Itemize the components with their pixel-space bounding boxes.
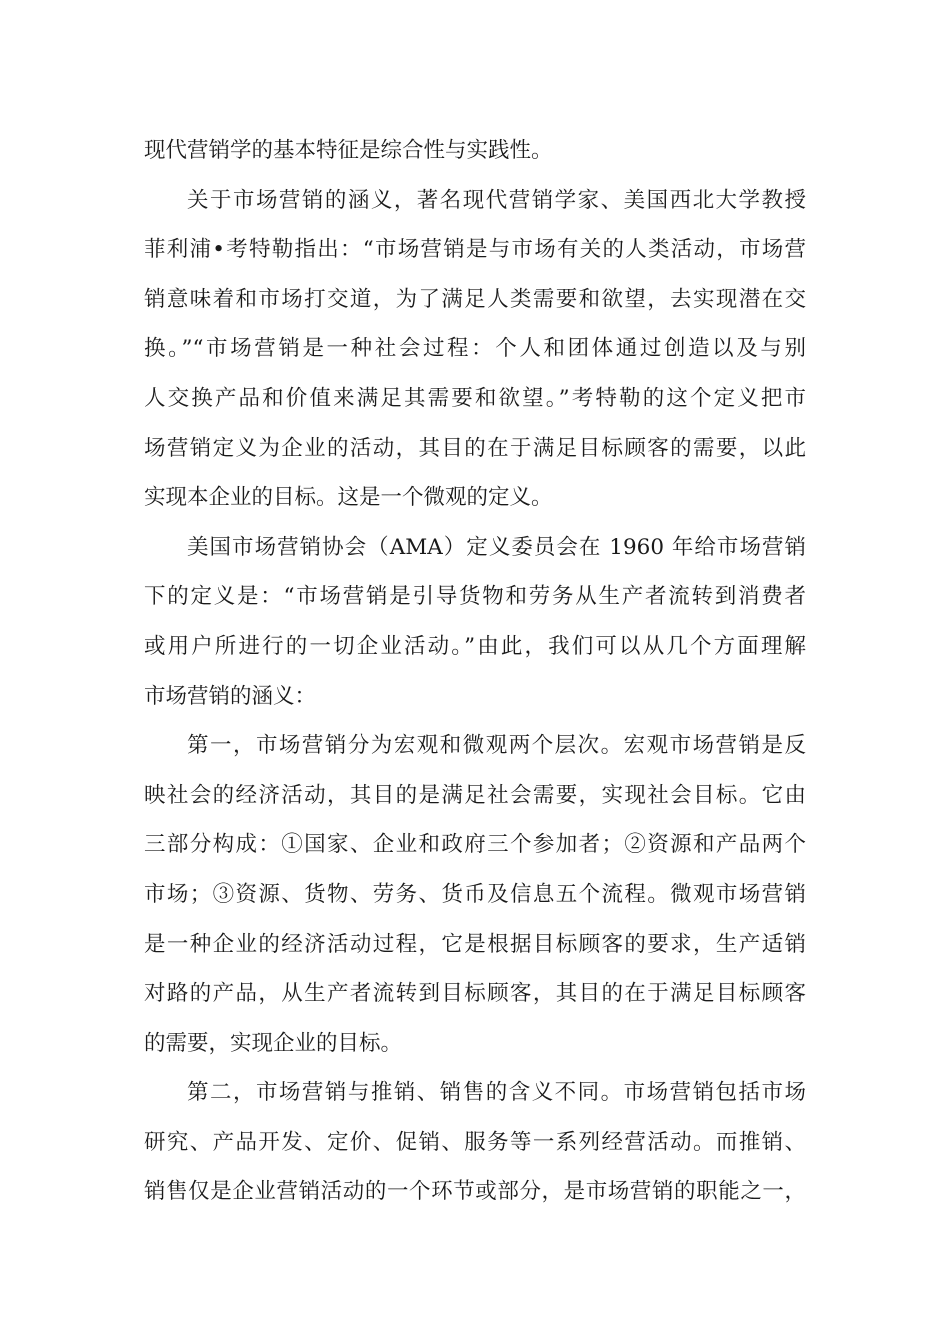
text-line: 是一种企业的经济活动过程，它是根据目标顾客的要求，生产适销	[144, 931, 806, 957]
text-line: 实现本企业的目标。这是一个微观的定义。	[144, 485, 553, 511]
text-line: 下的定义是：“市场营销是引导货物和劳务从生产者流转到消费者	[144, 584, 806, 610]
text-line: 第一，市场营销分为宏观和微观两个层次。宏观市场营销是反	[187, 733, 806, 759]
text-line: 或用户所进行的一切企业活动。”由此，我们可以从几个方面理解	[144, 633, 806, 659]
body-text	[144, 126, 806, 1217]
text-line: 市场营销的涵义：	[144, 683, 317, 709]
text-line: 第二，市场营销与推销、销售的含义不同。市场营销包括市场	[187, 1080, 806, 1106]
text-line: 人交换产品和价值来满足其需要和欲望。”考特勒的这个定义把市	[144, 385, 806, 411]
text-line: 换。”“市场营销是一种社会过程：个人和团体通过创造以及与别	[144, 336, 806, 362]
text-line: 映社会的经济活动，其目的是满足社会需要，实现社会目标。它由	[144, 782, 806, 808]
text-line: 场营销定义为企业的活动，其目的在于满足目标顾客的需要，以此	[144, 435, 806, 461]
text-line: 现代营销学的基本特征是综合性与实践性。	[144, 138, 553, 163]
text-line: 美国市场营销协会（AMA）定义委员会在 1960 年给市场营销	[187, 534, 806, 560]
text-line: 菲利浦•考特勒指出：“市场营销是与市场有关的人类活动，市场营	[144, 237, 806, 263]
text-line: 三部分构成：①国家、企业和政府三个参加者；②资源和产品两个	[144, 832, 806, 858]
text-line: 研究、产品开发、定价、促销、服务等一系列经营活动。而推销、	[144, 1129, 806, 1155]
text-line: 市场；③资源、货物、劳务、货币及信息五个流程。微观市场营销	[144, 881, 806, 907]
text-line: 销售仅是企业营销活动的一个环节或部分，是市场营销的职能之一，	[144, 1179, 806, 1205]
text-line: 关于市场营销的涵义，著名现代营销学家、美国西北大学教授	[187, 187, 806, 213]
text-line: 的需要，实现企业的目标。	[144, 1030, 403, 1056]
text-line: 销意味着和市场打交道，为了满足人类需要和欲望，去实现潜在交	[144, 286, 806, 312]
text-line: 对路的产品，从生产者流转到目标顾客，其目的在于满足目标顾客	[144, 981, 806, 1007]
